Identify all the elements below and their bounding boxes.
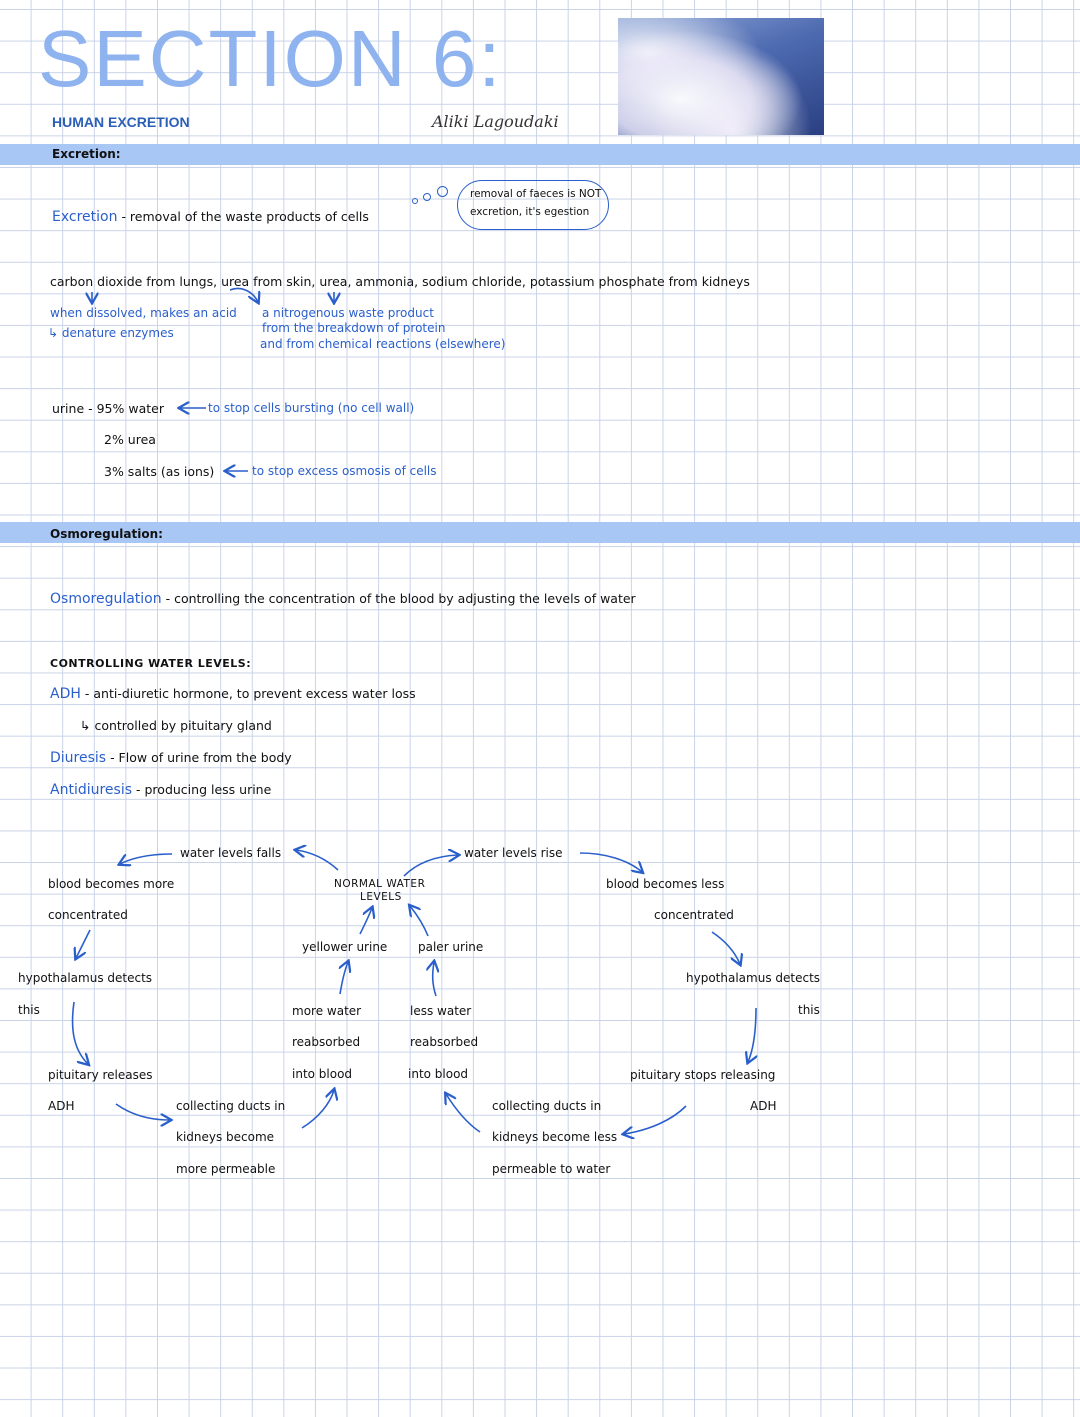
egestion-note-bubble: removal of faeces is NOT excretion, it's egestion <box>457 180 609 230</box>
arrow-right-blood-to-hypo <box>712 932 740 964</box>
controlling-water-heading: CONTROLLING WATER LEVELS: <box>50 657 252 670</box>
urine-salts-note: to stop excess osmosis of cells <box>252 464 437 478</box>
water-levels-rise: water levels rise <box>464 846 563 860</box>
arrow-center-to-rise <box>404 855 458 876</box>
arrow-right-hypo-to-pit <box>748 1008 756 1062</box>
adh-term: ADH <box>50 686 81 702</box>
left-blood-line1: blood becomes more <box>48 877 175 891</box>
left-ducts-line3: more permeable <box>176 1162 276 1176</box>
arrow-falls-to-blood <box>120 854 172 864</box>
urine-salts: 3% salts (as ions) <box>104 464 215 479</box>
urea-note-line1: a nitrogenous waste product <box>262 306 434 320</box>
arrow-rise-to-blood <box>580 853 642 872</box>
page-title: SECTION 6: <box>38 14 503 103</box>
diuresis-def-text: - Flow of urine from the body <box>110 750 292 765</box>
left-urine: yellower urine <box>302 940 388 954</box>
left-reab-line3: into blood <box>292 1067 353 1081</box>
diuresis-term: Diuresis <box>50 750 107 766</box>
right-urine: paler urine <box>418 940 484 954</box>
antidiuresis-def-text: - producing less urine <box>136 782 272 797</box>
urea-note-line2: from the breakdown of protein <box>262 321 446 335</box>
right-reab-line2: reabsorbed <box>410 1035 479 1049</box>
right-reab-line1: less water <box>410 1004 472 1018</box>
arrow-left-hypo-to-pit <box>73 1002 88 1064</box>
arrow-right-ducts-to-reab <box>446 1094 480 1132</box>
cycle-center-line1: NORMAL WATER <box>334 878 426 890</box>
right-ducts-line2: kidneys become less <box>492 1130 618 1144</box>
cycle-center-line2: LEVELS <box>360 891 402 903</box>
co2-note-line1: when dissolved, makes an acid <box>50 306 237 320</box>
right-blood-line1: blood becomes less <box>606 877 725 891</box>
urine-water: urine - 95% water <box>52 401 164 416</box>
author-signature: Aliki Lagoudaki <box>432 112 559 131</box>
arrow-left-blood-to-hypo <box>76 930 90 958</box>
left-reab-line1: more water <box>292 1004 362 1018</box>
right-ducts-line3: permeable to water <box>492 1162 611 1176</box>
arrow-center-to-falls <box>296 850 338 870</box>
osmoregulation-def-text: - controlling the concentration of the blood by adjusting the levels of water <box>165 591 636 606</box>
right-ducts-line1: collecting ducts in <box>492 1099 602 1113</box>
left-hypo-line1: hypothalamus detects <box>18 971 153 985</box>
adh-def-text: - anti-diuretic hormone, to prevent excess water loss <box>84 686 416 701</box>
osmoregulation-term: Osmoregulation <box>50 591 162 607</box>
arrow-right-reab-to-urine <box>433 962 436 996</box>
page-subtitle: HUMAN EXCRETION <box>52 114 190 130</box>
osmoregulation-heading: Osmoregulation: <box>50 527 163 541</box>
arrow-left-reab-to-urine <box>340 962 348 994</box>
excretion-products-line: carbon dioxide from lungs, urea from skin, urea, ammonia, sodium chloride, potassium phosphate from kidneys <box>50 274 750 289</box>
antidiuresis-term: Antidiuresis <box>50 782 133 798</box>
right-pit-line1: pituitary stops releasing <box>630 1068 776 1082</box>
right-pit-line2: ADH <box>750 1099 777 1113</box>
left-hypo-line2: this <box>18 1003 40 1017</box>
excretion-heading: Excretion: <box>52 147 121 161</box>
co2-note-line2: ↳ denature enzymes <box>48 326 174 340</box>
arrow-left-pit-to-ducts <box>116 1104 170 1120</box>
right-reab-line3: into blood <box>408 1067 469 1081</box>
left-pit-line2: ADH <box>48 1099 75 1113</box>
excretion-def-text: - removal of the waste products of cells <box>121 209 369 224</box>
urine-urea: 2% urea <box>104 432 156 447</box>
excretion-term: Excretion <box>52 209 118 225</box>
urine-water-note: to stop cells bursting (no cell wall) <box>208 401 415 415</box>
right-blood-line2: concentrated <box>654 908 734 922</box>
left-pit-line1: pituitary releases <box>48 1068 153 1082</box>
urea-note-line3: and from chemical reactions (elsewhere) <box>260 337 506 351</box>
left-reab-line2: reabsorbed <box>292 1035 361 1049</box>
arrow-paler-to-center <box>410 906 428 936</box>
arrow-yellower-to-center <box>360 908 372 934</box>
right-hypo-line1: hypothalamus detects <box>686 971 821 985</box>
left-blood-line2: concentrated <box>48 908 128 922</box>
urea-curve-arrow <box>230 289 258 303</box>
adh-note: ↳ controlled by pituitary gland <box>80 718 272 733</box>
left-ducts-line1: collecting ducts in <box>176 1099 286 1113</box>
right-hypo-line2: this <box>798 1003 820 1017</box>
arrow-right-pit-to-ducts <box>624 1106 686 1134</box>
arrow-left-ducts-to-reab <box>302 1090 334 1128</box>
left-ducts-line2: kidneys become <box>176 1130 275 1144</box>
water-levels-falls: water levels falls <box>180 846 282 860</box>
